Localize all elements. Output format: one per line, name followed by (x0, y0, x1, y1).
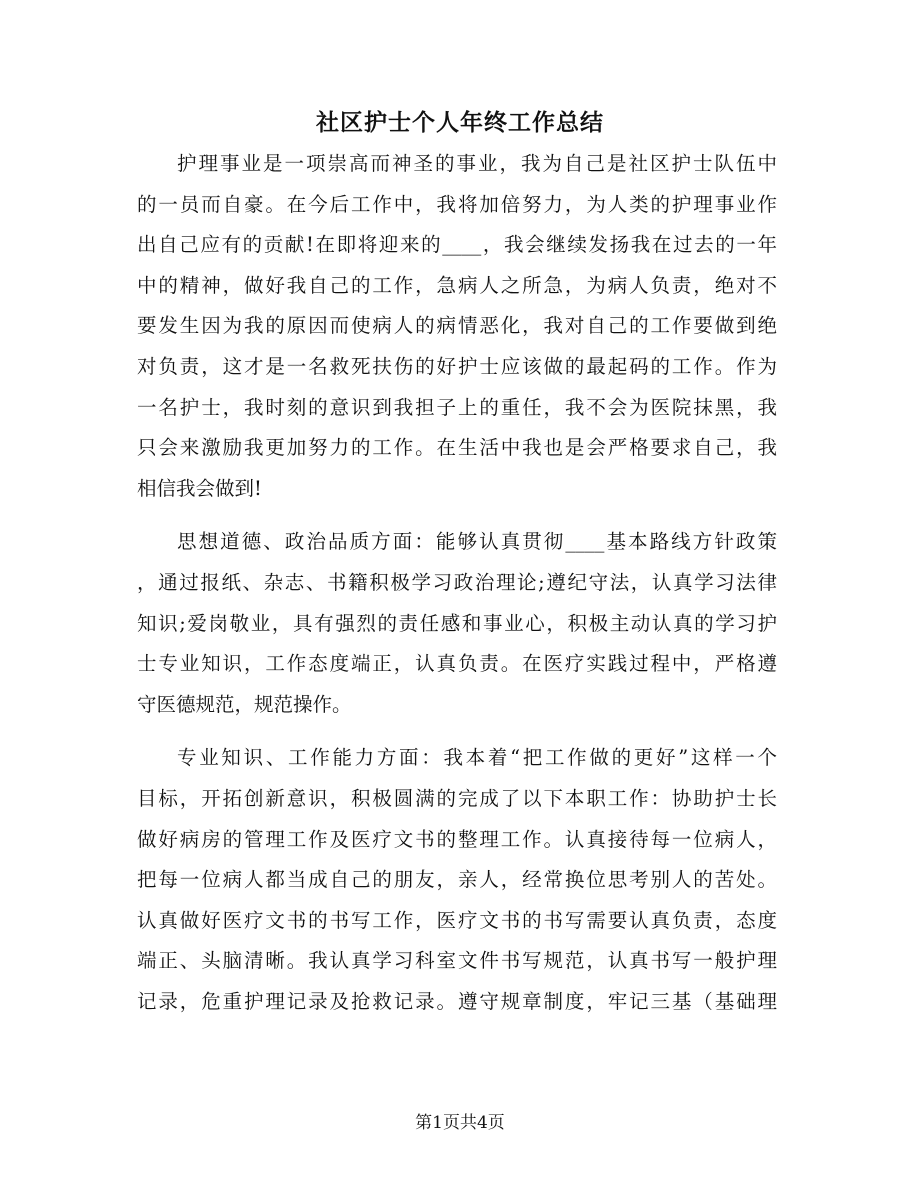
text-line: 相信我会做到! (137, 476, 262, 500)
text-line: 守医德规范，规范操作。 (137, 692, 352, 716)
paragraph-2 (137, 522, 777, 725)
text-line: 护理事业是一项崇高而神圣的事业，我为自己是社区护士队伍中 (177, 152, 777, 175)
text-line: 思想道德、政治品质方面：能够认真贯彻____基本路线方针政策 (177, 530, 777, 554)
text-line: 端正、头脑清晰。我认真学习科室文件书写规范，认真书写一般护理 (137, 949, 777, 973)
paragraph-1 (137, 144, 777, 509)
text-line: 一名护士，我时刻的意识到我担子上的重任，我不会为医院抹黑，我 (137, 395, 777, 419)
text-line: 认真做好医疗文书的书写工作，医疗文书的书写需要认真负责，态度 (137, 908, 777, 932)
text-line: 专业知识、工作能力方面：我本着“把工作做的更好”这样一个 (177, 746, 777, 770)
text-line: 只会来激励我更加努力的工作。在生活中我也是会严格要求自己，我 (137, 436, 777, 460)
text-line: 目标，开拓创新意识，积极圆满的完成了以下本职工作：协助护士长 (137, 786, 777, 810)
paragraph-3 (137, 738, 777, 1022)
text-line: 记录，危重护理记录及抢救记录。遵守规章制度，牢记三基（基础理 (137, 989, 777, 1013)
page-number: 第1页共4页 (415, 1113, 505, 1133)
text-line: 要发生因为我的原因而使病人的病情恶化，我对自己的工作要做到绝 (137, 314, 777, 338)
text-line: 出自己应有的贡献!在即将迎来的____，我会继续发扬我在过去的一年 (137, 233, 777, 257)
text-line: ，通过报纸、杂志、书籍积极学习政治理论;遵纪守法，认真学习法律 (137, 570, 777, 594)
text-line: 中的精神，做好我自己的工作，急病人之所急，为病人负责，绝对不 (137, 273, 777, 297)
document-title: 社区护士个人年终工作总结 (316, 109, 604, 136)
text-line: 知识;爱岗敬业，具有强烈的责任感和事业心，积极主动认真的学习护 (137, 611, 777, 635)
text-line: 把每一位病人都当成自己的朋友，亲人，经常换位思考别人的苦处。 (137, 868, 777, 892)
text-line: 做好病房的管理工作及医疗文书的整理工作。认真接待每一位病人， (137, 827, 777, 851)
text-line: 士专业知识，工作态度端正，认真负责。在医疗实践过程中，严格遵 (137, 652, 777, 676)
text-line: 的一员而自豪。在今后工作中，我将加倍努力，为人类的护理事业作 (137, 192, 777, 216)
text-line: 对负责，这才是一名救死扶伤的好护士应该做的最起码的工作。作为 (137, 354, 777, 378)
document-body (137, 144, 777, 1022)
